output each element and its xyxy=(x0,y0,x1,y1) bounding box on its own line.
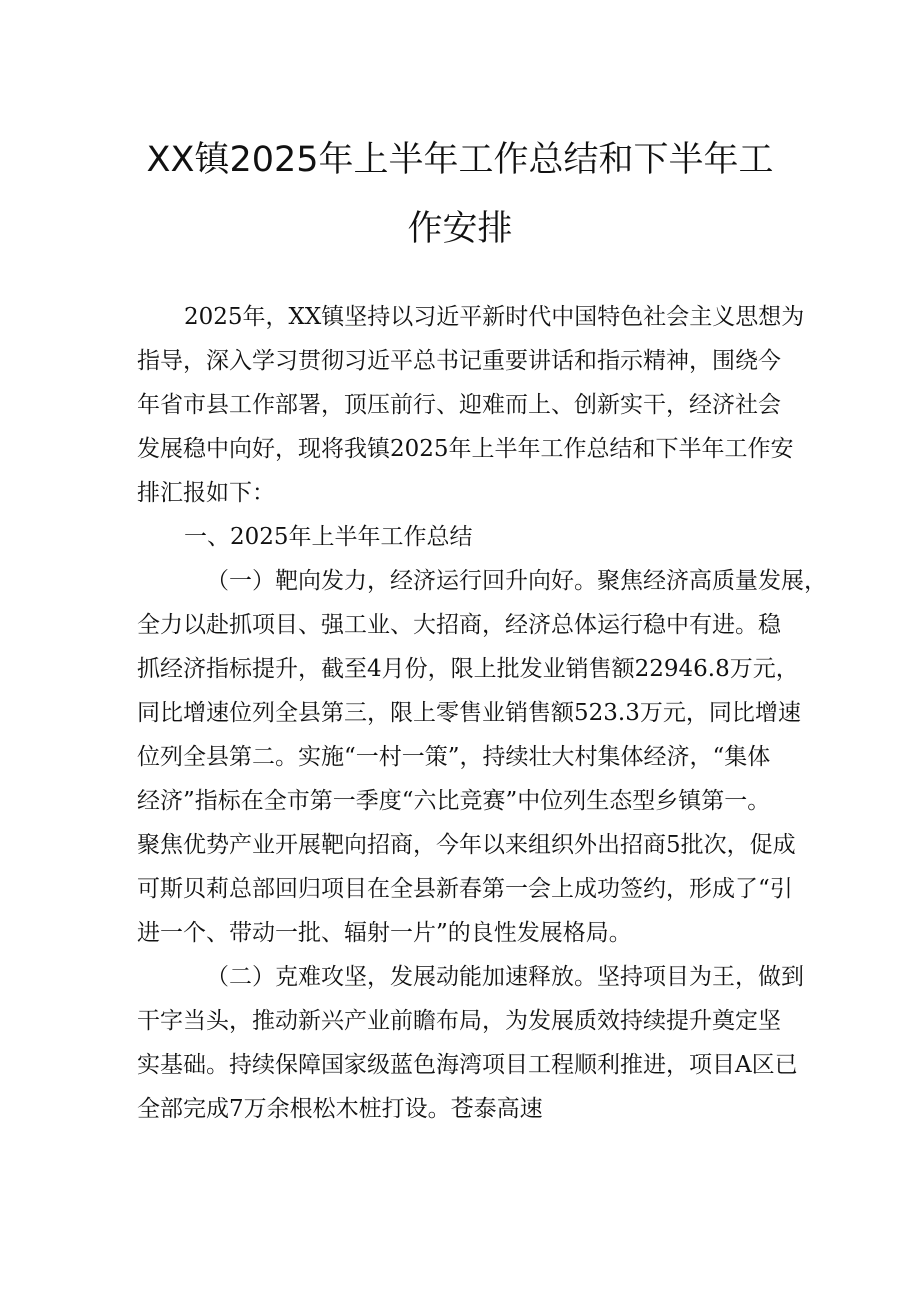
body-line-13: 聚焦优势产业开展靶向招商，今年以来组织外出招商5批次，促成 xyxy=(137,832,796,858)
body-line-18: 实基础。持续保障国家级蓝色海湾项目工程顺利推进，项目A区已 xyxy=(137,1052,798,1078)
document-title-line-2: 作安排 xyxy=(407,209,513,249)
body-line-10: 同比增速位列全县第三，限上零售业销售额523.3万元，同比增速 xyxy=(137,700,801,726)
body-line-14: 可斯贝莉总部回归项目在全县新春第一会上成功签约，形成了“引 xyxy=(137,876,793,902)
body-line-15: 进一个、带动一批、辐射一片”的良性发展格局。 xyxy=(137,920,632,946)
body-line-8: 全力以赴抓项目、强工业、大招商，经济总体运行稳中有进。稳 xyxy=(137,612,781,638)
body-line-12: 经济”指标在全市第一季度“六比竞赛”中位列生态型乡镇第一。 xyxy=(137,788,771,814)
body-line-4: 发展稳中向好，现将我镇2025年上半年工作总结和下半年工作安 xyxy=(137,436,794,462)
section-heading-1: 一、2025年上半年工作总结 xyxy=(184,524,473,550)
body-line-7: （一）靶向发力，经济运行回升向好。聚焦经济高质量发展， xyxy=(206,568,827,594)
body-line-17: 干字当头，推动新兴产业前瞻布局，为发展质效持续提升奠定坚 xyxy=(137,1008,781,1034)
body-line-3: 年省市县工作部署，顶压前行、迎难而上、创新实干，经济社会 xyxy=(137,392,781,418)
body-line-1: 2025年，XX镇坚持以习近平新时代中国特色社会主义思想为 xyxy=(184,304,805,330)
body-line-5: 排汇报如下： xyxy=(137,480,275,506)
document-title-line-1: XX镇2025年上半年工作总结和下半年工 xyxy=(146,140,774,180)
body-line-16: （二）克难攻坚，发展动能加速释放。坚持项目为王，做到 xyxy=(206,964,804,990)
body-line-2: 指导，深入学习贯彻习近平总书记重要讲话和指示精神，围绕今 xyxy=(137,348,781,374)
body-line-11: 位列全县第二。实施“一村一策”，持续壮大村集体经济，“集体 xyxy=(137,744,771,770)
body-line-19: 全部完成7万余根松木桩打设。苍泰高速 xyxy=(137,1096,543,1122)
body-line-9: 抓经济指标提升，截至4月份，限上批发业销售额22946.8万元， xyxy=(137,656,799,682)
